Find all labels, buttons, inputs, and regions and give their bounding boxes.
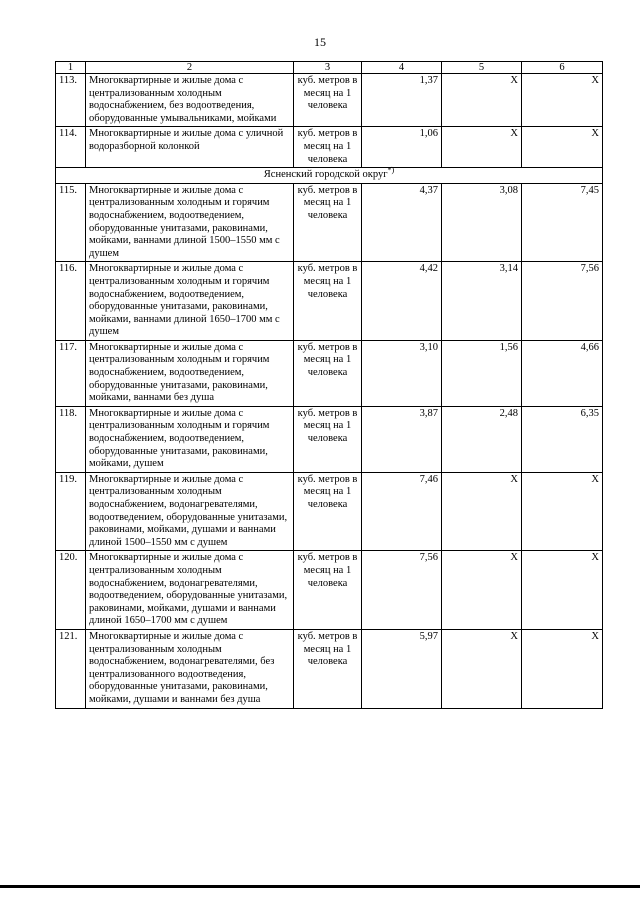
region-label: Ясненский городской округ xyxy=(263,169,388,181)
unit-cell: куб. метров в месяц на 1 человека xyxy=(294,262,362,341)
value-col5-cell: 3,14 xyxy=(442,262,522,341)
description-cell: Многоквартирные и жилые дома с централизованным холодным водоснабжением, водонагревателями, без централизованного водоотведения, оборудованные унитазами, раковинами, мойками, душами и ваннами без душа xyxy=(86,629,294,708)
unit-cell: куб. метров в месяц на 1 человека xyxy=(294,74,362,127)
row-number-cell: 116. xyxy=(56,262,86,341)
bottom-rule xyxy=(0,885,640,888)
value-col5-cell: X xyxy=(442,629,522,708)
table-row xyxy=(56,127,603,168)
value-col6-cell: 7,56 xyxy=(522,262,603,341)
table-row xyxy=(56,551,603,630)
value-col5-cell: X xyxy=(442,127,522,168)
description-cell: Многоквартирные и жилые дома с централизованным холодным водоснабжением, без водоотведения, оборудованные умывальниками, мойками xyxy=(86,74,294,127)
value-col6-cell: 4,66 xyxy=(522,340,603,406)
unit-cell: куб. метров в месяц на 1 человека xyxy=(294,127,362,168)
value-col6-cell: 7,45 xyxy=(522,183,603,262)
value-col5-cell: X xyxy=(442,74,522,127)
description-cell: Многоквартирные и жилые дома с централизованным холодным и горячим водоснабжением, водоотведением, оборудованные унитазами, раковинами, мойками, ваннами длиной 1500–1550 мм с душем xyxy=(86,183,294,262)
description-cell: Многоквартирные и жилые дома с централизованным холодным и горячим водоснабжением, водоотведением, оборудованные унитазами, раковинами, мойками, душем xyxy=(86,406,294,472)
description-cell: Многоквартирные и жилые дома с централизованным холодным и горячим водоснабжением, водоотведением, оборудованные унитазами, раковинами, мойками, ваннами длиной 1650–1700 мм с душем xyxy=(86,262,294,341)
value-col5-cell: X xyxy=(442,551,522,630)
column-header: 4 xyxy=(362,62,442,74)
column-number-row xyxy=(56,62,603,74)
description-cell: Многоквартирные и жилые дома с централизованным холодным и горячим водоснабжением, водоотведением, оборудованные унитазами, раковинами, мойками, ваннами без душа xyxy=(86,340,294,406)
unit-cell: куб. метров в месяц на 1 человека xyxy=(294,472,362,551)
row-number-cell: 117. xyxy=(56,340,86,406)
value-col4-cell: 4,42 xyxy=(362,262,442,341)
unit-cell: куб. метров в месяц на 1 человека xyxy=(294,629,362,708)
value-col4-cell: 7,46 xyxy=(362,472,442,551)
value-col4-cell: 1,06 xyxy=(362,127,442,168)
table-row xyxy=(56,262,603,341)
column-header: 6 xyxy=(522,62,603,74)
value-col4-cell: 3,10 xyxy=(362,340,442,406)
page-number: 15 xyxy=(314,35,326,49)
description-cell: Многоквартирные и жилые дома с централизованным холодным водоснабжением, водонагревателями, водоотведением, оборудованные унитазами, раковинами, мойками, душами и ваннами длиной 1500–1550 мм с душем xyxy=(86,472,294,551)
value-col5-cell: 3,08 xyxy=(442,183,522,262)
region-header-row xyxy=(56,168,603,184)
footnote-mark: *) xyxy=(387,165,395,175)
row-number-cell: 120. xyxy=(56,551,86,630)
description-cell: Многоквартирные и жилые дома с централизованным холодным водоснабжением, водонагревателями, водоотведением, оборудованные унитазами, раковинами, мойками, душами и ваннами длиной 1650–1700 мм с душем xyxy=(86,551,294,630)
value-col6-cell: X xyxy=(522,472,603,551)
row-number-cell: 115. xyxy=(56,183,86,262)
column-header: 5 xyxy=(442,62,522,74)
value-col5-cell: 1,56 xyxy=(442,340,522,406)
value-col4-cell: 7,56 xyxy=(362,551,442,630)
value-col5-cell: 2,48 xyxy=(442,406,522,472)
table-row xyxy=(56,629,603,708)
value-col6-cell: X xyxy=(522,551,603,630)
table-row xyxy=(56,472,603,551)
value-col4-cell: 5,97 xyxy=(362,629,442,708)
column-header: 1 xyxy=(56,62,86,74)
column-header: 2 xyxy=(86,62,294,74)
unit-cell: куб. метров в месяц на 1 человека xyxy=(294,406,362,472)
row-number-cell: 119. xyxy=(56,472,86,551)
value-col4-cell: 4,37 xyxy=(362,183,442,262)
unit-cell: куб. метров в месяц на 1 человека xyxy=(294,183,362,262)
row-number-cell: 121. xyxy=(56,629,86,708)
value-col6-cell: X xyxy=(522,629,603,708)
row-number-cell: 114. xyxy=(56,127,86,168)
table-row xyxy=(56,183,603,262)
row-number-cell: 113. xyxy=(56,74,86,127)
region-header xyxy=(56,165,603,184)
table-row xyxy=(56,340,603,406)
row-number-cell: 118. xyxy=(56,406,86,472)
table-row xyxy=(56,406,603,472)
value-col6-cell: X xyxy=(522,127,603,168)
norms-table xyxy=(55,61,603,709)
description-cell: Многоквартирные и жилые дома с уличной водоразборной колонкой xyxy=(86,127,294,168)
unit-cell: куб. метров в месяц на 1 человека xyxy=(294,551,362,630)
value-col4-cell: 3,87 xyxy=(362,406,442,472)
value-col4-cell: 1,37 xyxy=(362,74,442,127)
value-col6-cell: X xyxy=(522,74,603,127)
column-header: 3 xyxy=(294,62,362,74)
table-body xyxy=(56,74,603,709)
value-col6-cell: 6,35 xyxy=(522,406,603,472)
value-col5-cell: X xyxy=(442,472,522,551)
table-row xyxy=(56,74,603,127)
unit-cell: куб. метров в месяц на 1 человека xyxy=(294,340,362,406)
